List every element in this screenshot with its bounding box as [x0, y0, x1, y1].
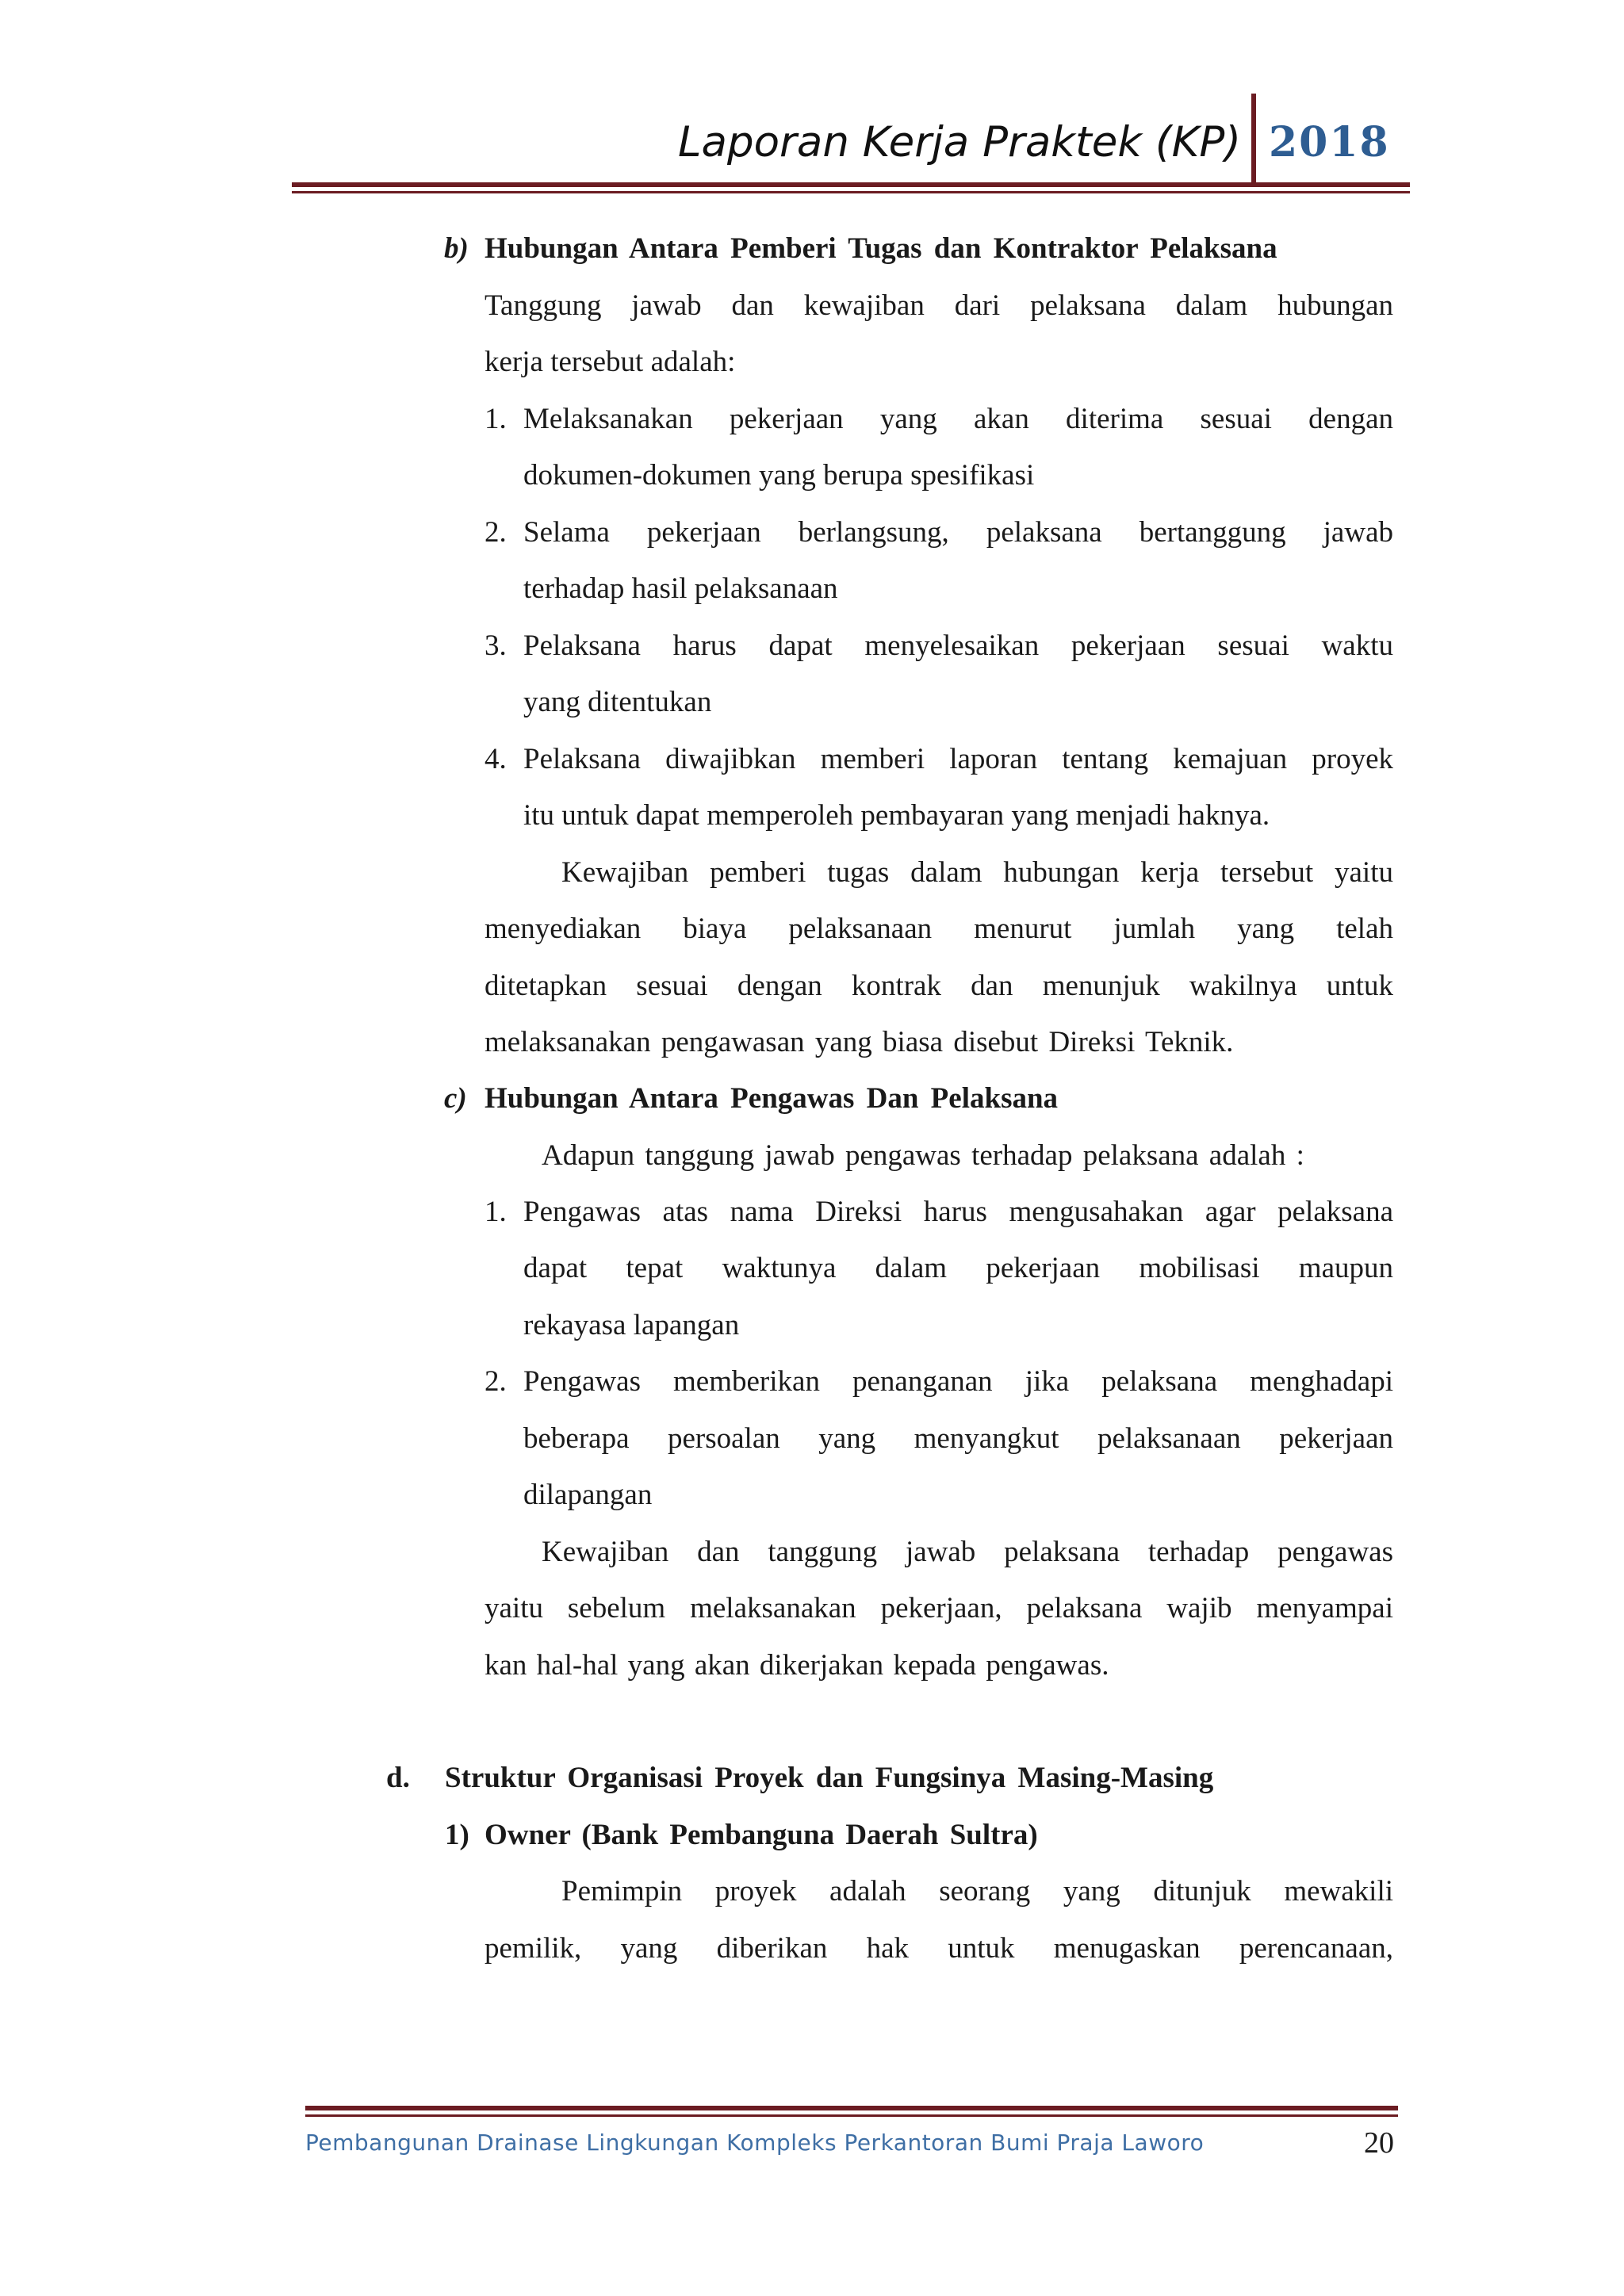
- list-item-line: dapat tepat waktunya dalam pekerjaan mobilisasi maupun: [523, 1252, 1393, 1284]
- section-c-label: c): [444, 1082, 467, 1115]
- list-item-line: Selama pekerjaan berlangsung, pelaksana bertanggung jawab: [523, 516, 1393, 549]
- section-d-sub-heading: Owner (Bank Pembanguna Daerah Sultra): [485, 1819, 1038, 1851]
- paragraph-line: ditetapkan sesuai dengan kontrak dan menunjuk wakilnya untuk: [485, 970, 1393, 1002]
- list-item-line: Pelaksana harus dapat menyelesaikan pekerjaan sesuai waktu: [523, 629, 1393, 662]
- header-rule-thin: [292, 191, 1410, 193]
- list-item-line: Melaksanakan pekerjaan yang akan diterima sesuai dengan: [523, 403, 1393, 435]
- header-rule-thick: [292, 182, 1410, 187]
- header-year: 2018: [1269, 118, 1390, 166]
- section-d-heading: Struktur Organisasi Proyek dan Fungsinya Masing-Masing: [445, 1762, 1214, 1794]
- paragraph-line: menyediakan biaya pelaksanaan menurut jumlah yang telah: [485, 913, 1393, 945]
- footer-rule-thick: [305, 2106, 1398, 2110]
- footer-title: Pembangunan Drainase Lingkungan Kompleks Perkantoran Bumi Praja Laworo: [305, 2130, 1205, 2156]
- header-title: Laporan Kerja Praktek (KP): [677, 118, 1241, 166]
- section-b-label: b): [444, 232, 469, 265]
- section-d-label: d.: [386, 1762, 410, 1794]
- paragraph-line: melaksanakan pengawasan yang biasa disebut Direksi Teknik.: [485, 1026, 1234, 1058]
- list-item-line: Pengawas memberikan penanganan jika pelaksana menghadapi: [523, 1365, 1393, 1398]
- list-number: 1.: [485, 1196, 507, 1228]
- footer-rule-thin: [305, 2114, 1398, 2117]
- list-item-line: Pengawas atas nama Direksi harus mengusahakan agar pelaksana: [523, 1196, 1393, 1228]
- list-number: 1.: [485, 403, 507, 435]
- section-c-heading: Hubungan Antara Pengawas Dan Pelaksana: [485, 1082, 1059, 1115]
- list-item-line: terhadap hasil pelaksanaan: [523, 572, 838, 605]
- paragraph-line: yaitu sebelum melaksanakan pekerjaan, pelaksana wajib menyampai: [485, 1592, 1393, 1624]
- paragraph-line: Kewajiban pemberi tugas dalam hubungan kerja tersebut yaitu: [561, 856, 1393, 889]
- list-number: 2.: [485, 516, 507, 549]
- section-d-sub-label: 1): [445, 1819, 469, 1851]
- list-item-line: Pelaksana diwajibkan memberi laporan tentang kemajuan proyek: [523, 743, 1393, 775]
- list-number: 2.: [485, 1365, 507, 1398]
- paragraph-line: pemilik, yang diberikan hak untuk menugaskan perencanaan,: [485, 1932, 1393, 1965]
- header-divider: [1251, 94, 1256, 185]
- section-b-heading: Hubungan Antara Pemberi Tugas dan Kontraktor Pelaksana: [485, 232, 1277, 265]
- list-number: 3.: [485, 629, 507, 662]
- list-item-line: itu untuk dapat memperoleh pembayaran yang menjadi haknya.: [523, 799, 1270, 832]
- list-item-line: dilapangan: [523, 1479, 653, 1511]
- list-item-line: dokumen-dokumen yang berupa spesifikasi: [523, 459, 1035, 492]
- section-c-intro: Adapun tanggung jawab pengawas terhadap pelaksana adalah :: [542, 1139, 1304, 1172]
- section-b-intro-line: Tanggung jawab dan kewajiban dari pelaksana dalam hubungan: [485, 289, 1393, 322]
- list-number: 4.: [485, 743, 507, 775]
- page-number: 20: [1364, 2126, 1394, 2160]
- paragraph-line: kan hal-hal yang akan dikerjakan kepada pengawas.: [485, 1649, 1109, 1682]
- list-item-line: rekayasa lapangan: [523, 1309, 740, 1341]
- list-item-line: yang ditentukan: [523, 686, 712, 718]
- paragraph-line: Kewajiban dan tanggung jawab pelaksana terhadap pengawas: [542, 1536, 1393, 1568]
- paragraph-line: Pemimpin proyek adalah seorang yang ditunjuk mewakili: [561, 1875, 1393, 1908]
- section-b-intro-line: kerja tersebut adalah:: [485, 346, 736, 378]
- list-item-line: beberapa persoalan yang menyangkut pelaksanaan pekerjaan: [523, 1422, 1393, 1455]
